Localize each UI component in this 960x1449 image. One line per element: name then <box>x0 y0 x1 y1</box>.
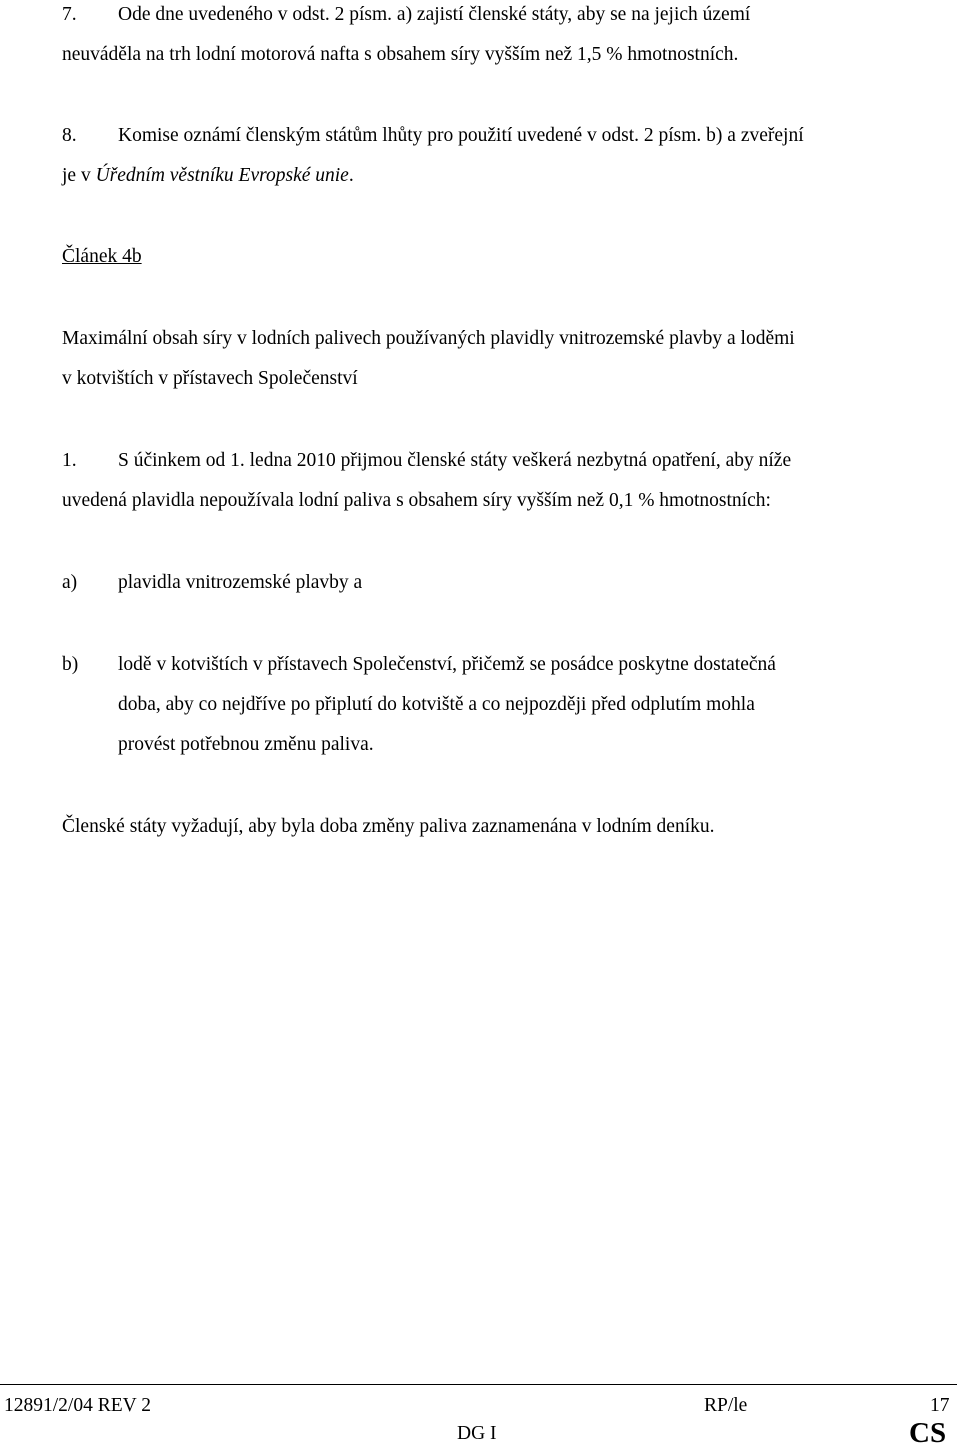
item-8-line-2-suffix: . <box>348 165 354 186</box>
list-item-a-text: plavidla vnitrozemské plavby a <box>118 572 363 593</box>
footer-divider <box>0 1384 957 1385</box>
list-item-a-label: a) <box>62 572 78 593</box>
list-item-b-label: b) <box>62 654 79 675</box>
footer-language-code: CS <box>909 1417 947 1449</box>
footer-document-reference: 12891/2/04 REV 2 <box>4 1395 151 1416</box>
item-8-line-1: Komise oznámí členským státům lhůty pro použití uvedené v odst. 2 písm. b) a zveřejní <box>118 125 804 146</box>
list-item-b-line-2: doba, aby co nejdříve po připlutí do kotviště a co nejpozději před odplutím mohla <box>118 694 755 715</box>
article-heading: Článek 4b <box>62 246 142 267</box>
item-7-number: 7. <box>62 4 77 25</box>
list-item-b-line-1: lodě v kotvištích v přístavech Společenství, přičemž se posádce poskytne dostatečná <box>118 654 776 675</box>
footer-directorate: DG I <box>457 1423 497 1444</box>
article-title-line-1: Maximální obsah síry v lodních palivech používaných plavidly vnitrozemské plavby a loděmi <box>62 328 795 349</box>
list-item-b-line-3: provést potřebnou změnu paliva. <box>118 734 374 755</box>
paragraph-1-line-1: S účinkem od 1. ledna 2010 přijmou členské státy veškerá nezbytná opatření, aby níže <box>118 450 792 471</box>
paragraph-1-line-2: uvedená plavidla nepoužívala lodní paliva s obsahem síry vyšším než 0,1 % hmotnostních: <box>62 490 771 511</box>
footer-initials: RP/le <box>704 1395 748 1416</box>
item-8-line-2 <box>62 166 354 186</box>
item-7-line-1: Ode dne uvedeného v odst. 2 písm. a) zajistí členské státy, aby se na jejich území <box>118 4 751 25</box>
paragraph-1-number: 1. <box>62 450 77 471</box>
official-journal-title: Úředním věstníku Evropské unie <box>95 165 349 186</box>
item-8-number: 8. <box>62 125 77 146</box>
article-title-line-2: v kotvištích v přístavech Společenství <box>62 368 358 389</box>
item-8-line-2-prefix: je v <box>62 165 96 186</box>
footer-page-number: 17 <box>930 1395 950 1416</box>
closing-sentence: Členské státy vyžadují, aby byla doba změny paliva zaznamenána v lodním deníku. <box>62 816 715 837</box>
item-7-line-2: neuváděla na trh lodní motorová nafta s obsahem síry vyšším než 1,5 % hmotnostních. <box>62 44 739 65</box>
